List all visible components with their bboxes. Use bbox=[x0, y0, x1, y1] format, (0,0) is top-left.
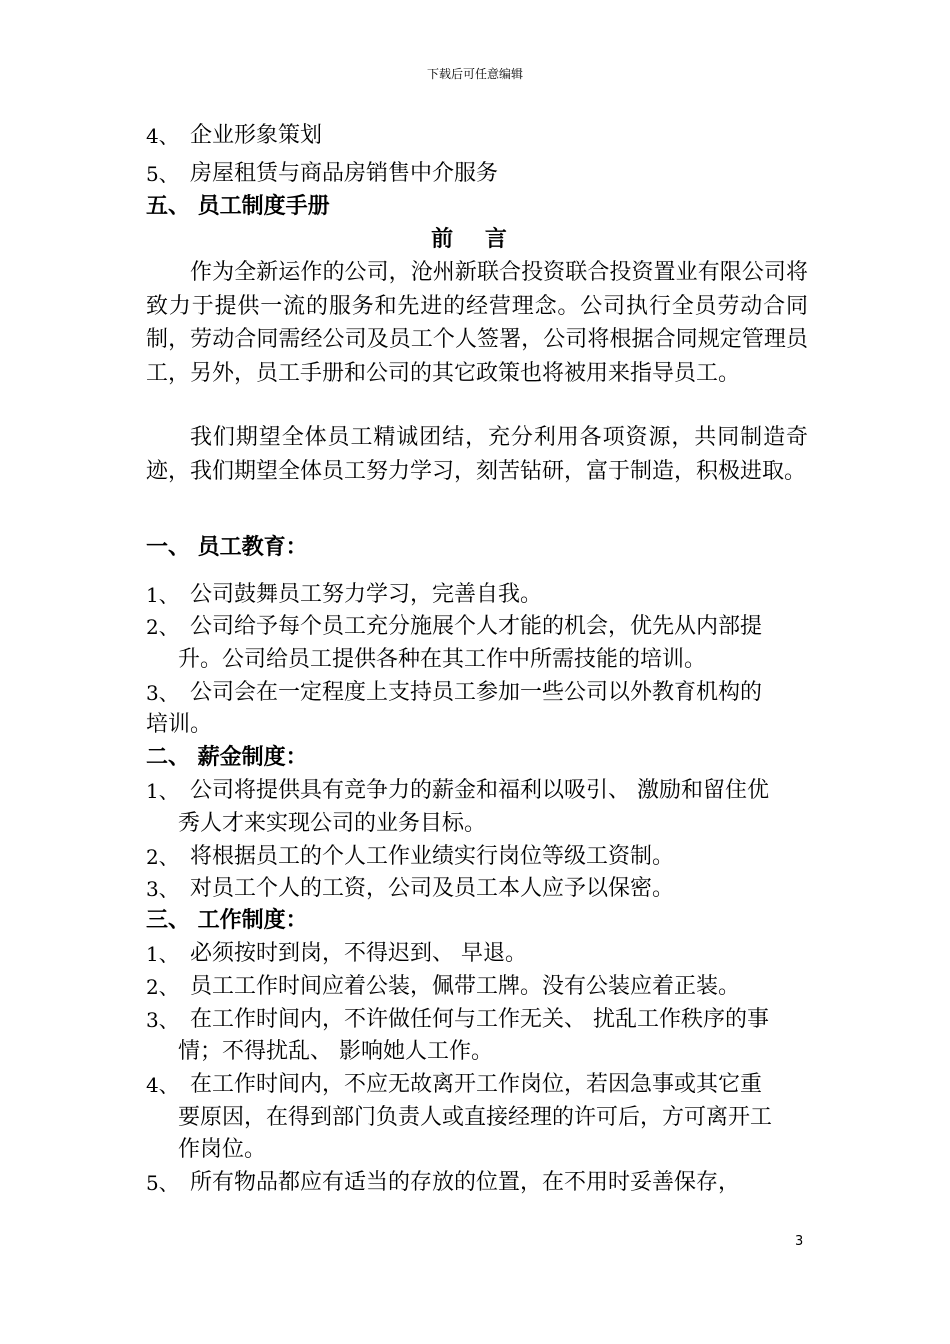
list-item-text: 公司给予每个员工充分施展个人才能的机会，优先从内部提 bbox=[190, 614, 763, 639]
list-item-text: 将根据员工的个人工作业绩实行岗位等级工资制。 bbox=[190, 844, 675, 869]
section-heading-education: 一、 员工教育： bbox=[146, 535, 308, 560]
section-heading-salary: 二、 薪金制度： bbox=[146, 745, 308, 770]
list-item-continuation: 升。公司给员工提供各种在其工作中所需技能的培训。 bbox=[178, 647, 707, 672]
preface-paragraph-2: 我们期望全体员工精诚团结，充分利用各项资源，共同制造奇迹，我们期望全体员工努力学习，刻苦钻研，富于制造，积极进取。 bbox=[146, 425, 808, 484]
preface-title: 前 言 bbox=[431, 227, 519, 252]
list-item-text: 必须按时到岗，不得迟到、 早退。 bbox=[190, 941, 527, 966]
page-header: 下载后可任意编辑 bbox=[426, 67, 523, 81]
list-item-continuation: 培训。 bbox=[146, 712, 213, 737]
list-item-text: 公司将提供具有竞争力的薪金和福利以吸引、 激励和留住优 bbox=[190, 778, 769, 803]
list-item-text: 公司鼓舞员工努力学习，完善自我。 bbox=[190, 582, 543, 607]
section-heading-5: 五、 员工制度手册 bbox=[146, 194, 330, 219]
list-number: 5、 bbox=[146, 162, 179, 186]
list-item-continuation: 要原因，在得到部门负责人或直接经理的许可后，方可离开工 bbox=[178, 1105, 773, 1130]
list-number: 4、 bbox=[146, 1073, 179, 1097]
list-item-continuation: 作岗位。 bbox=[178, 1137, 267, 1162]
list-number: 5、 bbox=[146, 1171, 179, 1195]
list-item-text: 企业形象策划 bbox=[190, 123, 323, 148]
preface-paragraph-1: 作为全新运作的公司，沧州新联合投资联合投资置业有限公司将致力于提供一流的服务和先进的经营理念。公司执行全员劳动合同制，劳动合同需经公司及员工个人签署，公司将根据合同规定管理员工，另外，员工手册和公司的其它政策也将被用来指导员工。 bbox=[146, 260, 808, 386]
list-item-continuation: 情；不得扰乱、 影响她人工作。 bbox=[178, 1039, 493, 1064]
list-item-text: 在工作时间内，不应无故离开工作岗位，若因急事或其它重 bbox=[190, 1072, 763, 1097]
list-number: 2、 bbox=[146, 615, 179, 639]
list-item-text: 对员工个人的工资，公司及员工本人应予以保密。 bbox=[190, 876, 675, 901]
list-number: 2、 bbox=[146, 845, 179, 869]
list-number: 3、 bbox=[146, 877, 179, 901]
section-heading-work: 三、 工作制度： bbox=[146, 908, 308, 933]
list-item-continuation: 秀人才来实现公司的业务目标。 bbox=[178, 811, 487, 836]
list-number: 1、 bbox=[146, 779, 179, 803]
list-number: 1、 bbox=[146, 583, 179, 607]
list-item-text: 公司会在一定程度上支持员工参加一些公司以外教育机构的 bbox=[190, 680, 763, 705]
page-number: 3 bbox=[795, 1234, 804, 1249]
list-number: 4、 bbox=[146, 124, 179, 148]
list-number: 3、 bbox=[146, 1008, 179, 1032]
list-item-text: 所有物品都应有适当的存放的位置，在不用时妥善保存， bbox=[190, 1170, 741, 1195]
list-item-text: 员工工作时间应着公装，佩带工牌。没有公装应着正装。 bbox=[190, 974, 741, 999]
list-item-text: 在工作时间内，不许做任何与工作无关、 扰乱工作秩序的事 bbox=[190, 1007, 769, 1032]
list-number: 2、 bbox=[146, 975, 179, 999]
list-number: 3、 bbox=[146, 681, 179, 705]
list-item-text: 房屋租赁与商品房销售中介服务 bbox=[190, 161, 499, 186]
list-number: 1、 bbox=[146, 942, 179, 966]
